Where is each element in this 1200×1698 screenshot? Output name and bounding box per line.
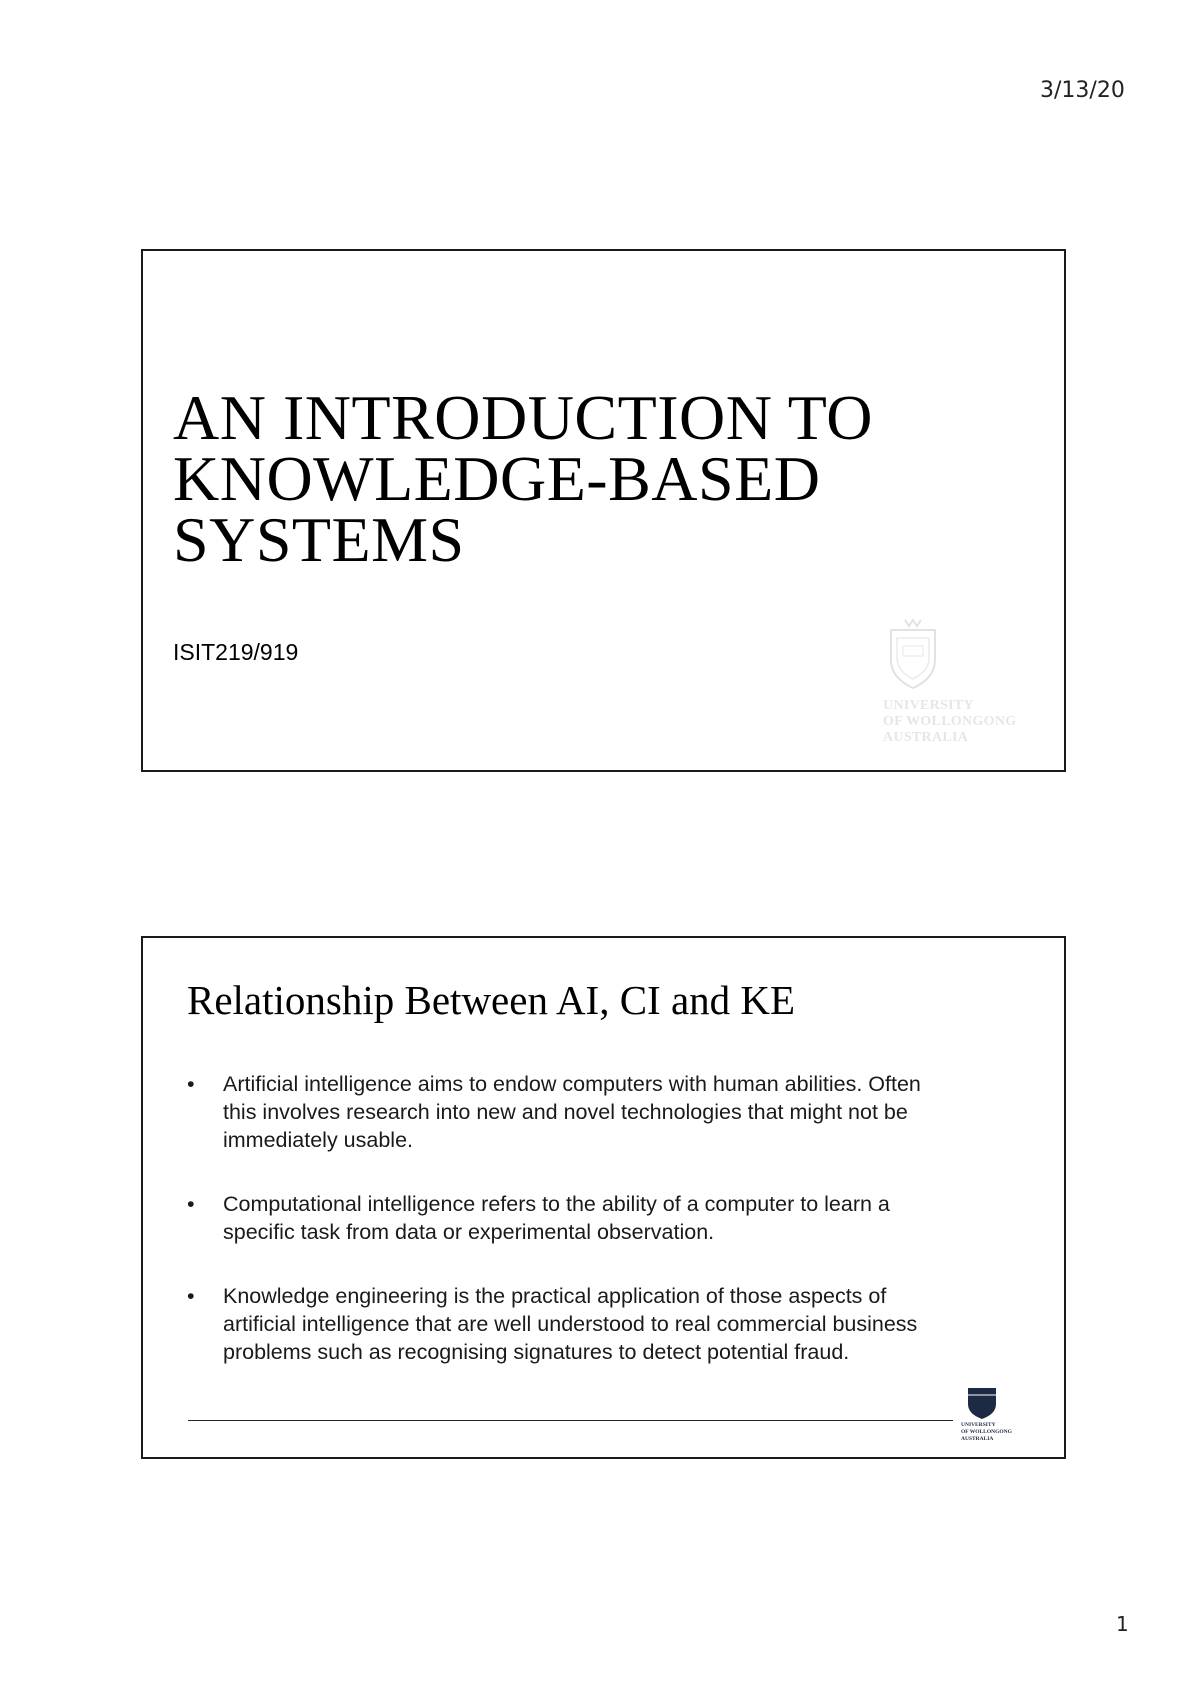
bullet-text: Computational intelligence refers to the ability of a computer to learn a specific task from data or experimental observation. [223,1192,890,1244]
slide-title [173,382,973,575]
course-code: ISIT219/919 [173,639,299,665]
bullet-icon: • [187,1192,195,1216]
content-slide [141,936,1066,1459]
list-item [185,1070,925,1154]
university-logo [883,616,1043,746]
university-logo [961,1386,1041,1454]
list-item [185,1190,925,1246]
bullet-text: Knowledge engineering is the practical application of those aspects of artificial intelligence that are well understood to real commercial business problems such as recognising signatures to detect potential fraud. [223,1284,918,1364]
crest-icon [883,616,943,694]
page-date: 3/13/20 [1040,78,1125,103]
university-wordmark: UNIVERSITY OF WOLLONGONG AUSTRALIA [961,1422,1012,1442]
crest-icon [966,1386,998,1420]
list-item [185,1282,925,1366]
bullet-icon: • [187,1072,195,1096]
slide-title: Relationship Between AI, CI and KE [187,977,796,1023]
bullet-list [185,1070,925,1402]
footer-divider [188,1420,953,1421]
university-wordmark: UNIVERSITY OF WOLLONGONG AUSTRALIA [883,698,1017,745]
slide-title-line: AN INTRODUCTION TO [173,382,873,453]
bullet-icon: • [187,1284,195,1308]
title-slide [141,249,1066,772]
slide-title-line: SYSTEMS [173,504,465,575]
slide-title-line: KNOWLEDGE-BASED [173,443,821,514]
page-number: 1 [1116,1612,1129,1636]
bullet-text: Artificial intelligence aims to endow computers with human abilities. Often this involves research into new and novel technologies that might not be immediately usable. [223,1072,921,1152]
